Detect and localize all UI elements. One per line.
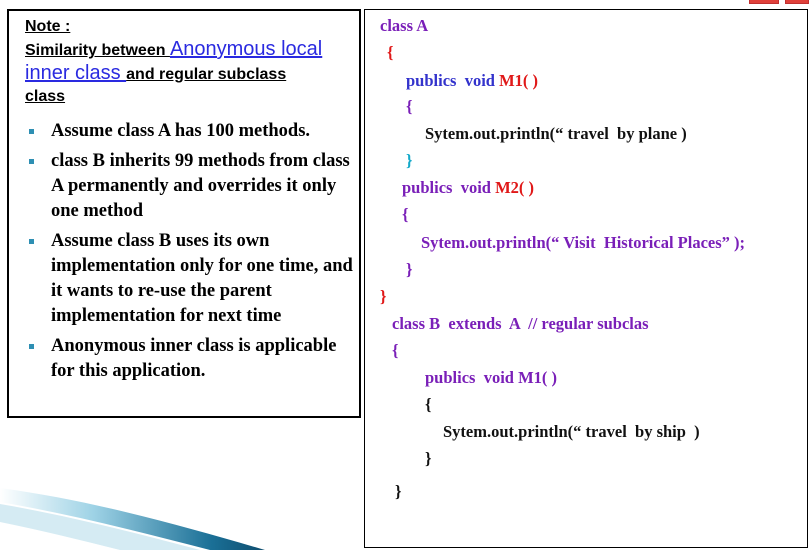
class-a-open-brace: {	[387, 43, 394, 62]
m1-body: Sytem.out.println(“ travel by plane )	[425, 124, 687, 143]
anonymous-inner-class-link[interactable]: Anonymous local inner class	[25, 38, 323, 84]
bullet-text: Assume class B uses its own implementation only for one time, and it wants to re-use the parent implementation for next time	[51, 231, 353, 326]
method-name: M2( )	[495, 178, 535, 197]
note-panel	[7, 9, 361, 418]
note-heading	[25, 16, 325, 108]
method-name: M1( )	[518, 368, 558, 387]
decorative-swoosh	[0, 470, 270, 550]
window-control-minimize[interactable]	[749, 0, 779, 4]
class-b-close-brace: }	[395, 482, 402, 501]
code-panel	[364, 9, 808, 548]
bullet-icon	[29, 344, 34, 349]
method-modifier: publics void	[406, 71, 500, 90]
class-a-declaration: class A	[380, 16, 429, 35]
bullet-text: Anonymous inner class is applicable for this application.	[51, 336, 337, 381]
heading-suffix: and regular subclass class	[25, 66, 287, 105]
m1-open-brace: {	[406, 97, 413, 116]
note-title: Note :	[25, 18, 71, 35]
bullet-icon	[29, 239, 34, 244]
override-body: Sytem.out.println(“ travel by ship )	[443, 422, 700, 441]
m1-close-brace: }	[406, 151, 413, 170]
list-item	[25, 119, 355, 144]
class-b-declaration: class B extends A // regular subclas	[392, 314, 649, 333]
list-item	[25, 334, 355, 384]
override-close-brace: }	[425, 449, 432, 468]
class-a-close-brace: }	[380, 287, 387, 306]
method-m2-signature	[402, 178, 534, 198]
list-item	[25, 149, 355, 224]
method-modifier: publics void	[425, 368, 519, 387]
method-modifier: publics void	[402, 178, 496, 197]
m2-open-brace: {	[402, 205, 409, 224]
window-control-close[interactable]	[785, 0, 809, 4]
method-name: M1( )	[499, 71, 539, 90]
heading-prefix: Similarity between	[25, 42, 170, 59]
override-open-brace: {	[425, 395, 432, 414]
method-m1-override-signature	[425, 368, 557, 388]
class-b-open-brace: {	[392, 341, 399, 360]
note-bullet-list	[25, 119, 355, 389]
list-item	[25, 229, 355, 329]
m2-body: Sytem.out.println(“ Visit Historical Places” );	[421, 233, 746, 252]
bullet-icon	[29, 129, 34, 134]
bullet-text: class B inherits 99 methods from class A permanently and overrides it only one method	[51, 151, 350, 221]
m2-close-brace: }	[406, 260, 413, 279]
bullet-icon	[29, 159, 34, 164]
bullet-text: Assume class A has 100 methods.	[51, 121, 311, 141]
method-m1-signature	[406, 71, 538, 91]
